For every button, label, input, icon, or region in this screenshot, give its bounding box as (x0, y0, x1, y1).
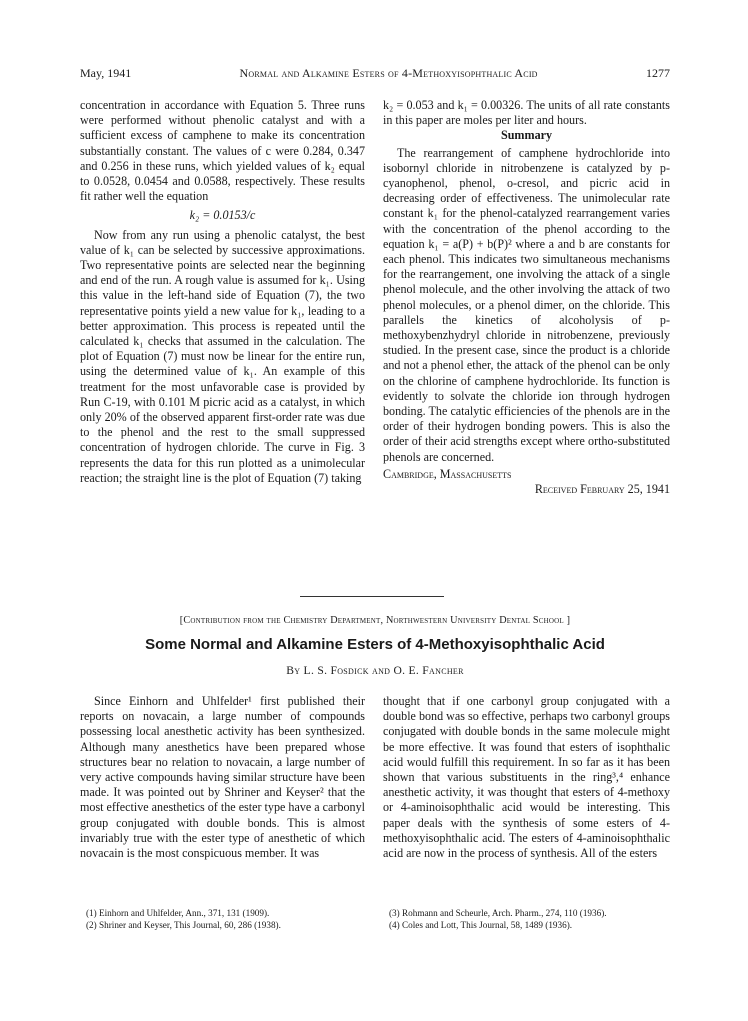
top-left-column (80, 98, 365, 486)
running-head-title: Normal and Alkamine Esters of 4-Methoxyisophthalic Acid (239, 66, 538, 80)
equation: k₂ = 0.0153/c (189, 208, 256, 223)
footnote: (1) Einhorn and Uhlfelder, Ann., 371, 131 (1909). (86, 908, 270, 918)
body-paragraph: concentration in accordance with Equation 5. Three runs were performed without phenolic catalyst and with a sufficient excess of camphene to make its concentration substantially constant. The values of c were 0.284, 0.347 and 0.256 in these runs, which yielded values of k₂ equal to 0.0528, 0.0454 and 0.0588, respectively. These results fit rather well the equation (80, 98, 365, 204)
body-paragraph: k₂ = 0.053 and k₁ = 0.00326. The units of all rate constants in this paper are moles per liter and hours. (383, 98, 670, 128)
footnote: (4) Coles and Lott, This Journal, 58, 1489 (1936). (389, 919, 573, 930)
summary-heading: Summary (500, 128, 553, 143)
footnote: (2) Shriner and Keyser, This Journal, 60, 286 (1938). (86, 919, 281, 930)
contribution-line: [Contribution from the Chemistry Department, Northwestern University Dental School ] (179, 615, 571, 626)
footnotes-left (80, 908, 365, 931)
article-title: Some Normal and Alkamine Esters of 4-Methoxyisophthalic Acid (145, 636, 605, 653)
summary-paragraph: The rearrangement of camphene hydrochloride into isobornyl chloride in nitrobenzene is catalyzed by p-cyanophenol, phenol, o-cresol, and picric acid in decreasing order of effectiveness. The unimolecular rate constant k₁ for the phenol-catalyzed rearrangement varies with the concentration of the phenol according to the equation k₁ = a(P) + b(P)² where a and b are constants for each phenol. This indicates two simultaneous mechanisms for the rearrangement, one involving the attack of a single phenol molecule, and the other involving the attack of two phenol molecules, or a phenol dimer, on the chloride. This parallels the kinetics of alcoholysis of p-methoxybenzhydryl chloride in nitrobenzene, previously studied. In the present case, since the product is a chloride and not a phenol ether, the attack of the phenol can be only on the chlorine of camphene hydrochloride. Its function is evidently to solvate the chloride ion through hydrogen bonding. The catalytic efficiencies of the phenols are in the order of their hydrogen bonding powers. This is also the order of their acid strengths except where ortho-substituted phenols are concerned. (383, 145, 670, 464)
bottom-left-column (80, 694, 365, 861)
bottom-right-column (383, 694, 670, 861)
top-right-column (383, 98, 670, 497)
footnotes-right (383, 908, 670, 931)
body-paragraph: Since Einhorn and Uhlfelder¹ first published their reports on novacain, a large number of compounds possessing local anesthetic activity has been synthesized. Although many anesthetics have been prepared whose structures bear no relation to novacain, a large number of very active compounds having similar structure have been made. It was pointed out by Shriner and Keyser² that the most effective anesthetics of the ester type have a carbonyl group conjugated with double bonds. This is almost invariably true with the ester type of anesthetic of which novacain is the most conspicuous member. It was (80, 694, 365, 861)
received-date: Received February 25, 1941 (534, 482, 670, 497)
byline: By L. S. Fosdick and O. E. Fancher (286, 664, 464, 677)
running-head (80, 66, 670, 81)
body-paragraph: thought that if one carbonyl group conjugated with a double bond was so effective, perhaps two carbonyl groups conjugated with double bonds in the same molecule might be more effective. It was found that esters of isophthalic acid would fulfill this requirement. In so far as it has been shown that various substituents in the ring³,⁴ enhance anesthetic activity, it was thought that esters of 4-methoxy or 4-aminoisophthalic acid would be interesting. This paper deals with the synthesis of some esters of 4-methoxyisophthalic acid. The esters of 4-aminoisophthalic acid are now in the process of synthesis. All of the esters (383, 694, 670, 861)
body-paragraph: Now from any run using a phenolic catalyst, the best value of k₁ can be selected by successive approximations. Two representative points are selected near the beginning and end of the run. A rough value is assumed for k₁. Using this value in the left-hand side of Equation (7), the two representative points yield a new value for k₁, leading to a better approximation. This process is repeated until the calculated k₁ checks that assumed in the calculation. The plot of Equation (7) must now be linear for the entire run, using the determined value of k₁. An example of this treatment for the most unfavorable case is provided by Run C-19, with 0.101 M picric acid as a catalyst, in which only 20% of the observed apparent first-order rate was due to the phenol and the rest to the small suppressed concentration of hydrogen chloride. The curve in Fig. 3 represents the data for this run plotted as a unimolecular reaction; the straight line is the plot of Equation (7) taking (80, 227, 365, 485)
page-number: 1277 (646, 66, 670, 80)
affiliation: Cambridge, Massachusetts (383, 466, 512, 481)
running-head-date: May, 1941 (80, 66, 132, 80)
footnote: (3) Rohmann and Scheurle, Arch. Pharm., 274, 110 (1936). (389, 908, 607, 918)
section-divider (300, 596, 444, 597)
